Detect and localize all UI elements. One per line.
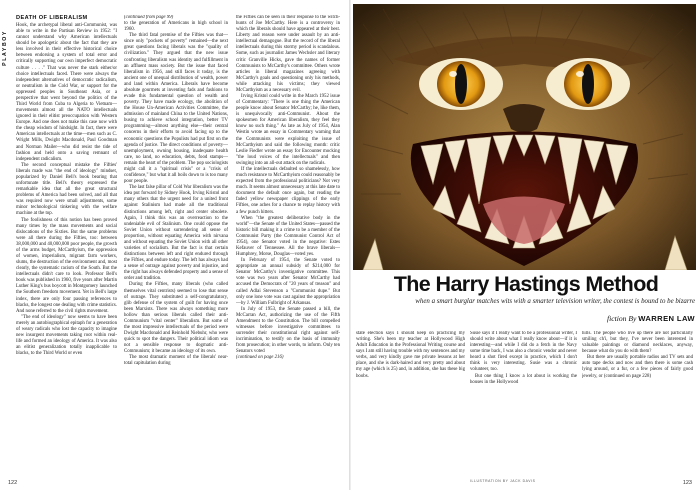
page-number-right: 123 [682, 480, 692, 486]
column-head: DEATH OF LIBERALISM [16, 15, 88, 21]
page-gutter [349, 0, 351, 490]
continued-on: (continued on page 216) [236, 355, 284, 361]
paragraph: During the Fifties, many liberals (who called themselves vital centrists) seemed to lose that sense of outrage. They substituted a self-congratulatory, glib defense of the system of guilt for having once been Marxists. There was always something more hollow than serious liberals called their anti-Communism "vital center" liberalism. But some of the most impressive intellectuals of the period were Dwight Macdonald and Reinhold Niebuhr, who were quick to spot the dangers. Their political idiom was not a sensible response to dogmatic anti-Communism; it became an ideology of its own. [124, 282, 228, 355]
illustration-monster-face [353, 4, 696, 270]
paragraph: Susie says if I really want to be a professional writer, I should write about what I really know about—if it is interesting—and while I did do a fetch in the Navy some time back, I was also a chronic vendor and never heard a shot fired except in practice, which I don't think is very interesting. Susie was a chronic volunteer, too. [470, 331, 577, 373]
paragraph: In July of 1953, the Senate passed a bill, the McCarran Act, authorizing the use of the Fifth Amendment to the Constitution. The bill compelled witnesses before investigative committees to surrender their constitutional right against self-incrimination, to testify on the basis of immunity from prosecution; in other words, to inform. Only ten Senators voted [236, 306, 340, 355]
paragraph: state election says I should keep on practicing my writing. She's been my teacher at Hollywood High Adult Education in the Professional Writing course and says I am still having trouble with my sentences and my verbs, and very kindly gave me private lessons at her place, and she is dark-haired and very pretty and about my age (which is 25) and, in addition, she has these big boobs. [356, 331, 465, 379]
left-eye [419, 58, 503, 110]
left-column-1 [16, 15, 117, 475]
right-column-1 [356, 331, 465, 477]
paragraph: to the generation of Americans in high school in 1960. [124, 21, 228, 33]
paragraph: In February of 1954, the Senate voted to appropriate an annual subsidy of $214,000 for Senator McCarthy's investigative committee. This vote was two years after Senator McCarthy had accused the Democrats of "20 years of treason" and called Adlai Stevenson a "Communist dupe." But only one lone vote was cast against the appropriation—by J. William Fulbright of Arkansas. [236, 258, 340, 306]
paragraph: Hook, the archetypal liberal anti-Communist, was able to write in the Partisan Review in 1952: "I cannot understand why American intellectuals should be apologetic about the fact that they are less involved in their effective historical choice between endorsing a system of total error and critically supporting our own imperfect democratic culture . . . ." That was never the stark either/or choice intellectuals faced. There were always the independent alternatives of democratic radicalism, or neutralism in the Cold War, or support for the oppressed peoples in Southeast Asia, or a perspective that went beyond the politics of the Third World from Cuba to Algeria to Vietnam—movements almost all the NATO intellectuals ignored in their elitist preoccupation with Western Europe. And one does not make this case now with the cheap wisdom of hindsight. In fact, there were American intellectuals at the time—men such as C. Wright Mills, Dwight Macdonald, Paul Goodman and Norman Mailer—who did resist the tide of fashion and held onto a saving remnant of independent radicalism. [16, 23, 117, 162]
paragraph: Irving Kristol could write in the March 1952 issue of Commentary: "There is one thing the American people know about Senator McCarthy; he, like them, is unequivocally anti-Communist. About the spokesmen for American liberalism, they feel they know no such thing." As late as July of 1954, Alan Westin wrote an essay in Commentary warning that the Communists were exploiting the issue of McCarthyism and said the following month: critic Leslie Fiedler wrote an essay for Encounter mocking "the loud voices of the intellectuals" and then swinging into an all-out attack on the radicals. [236, 94, 340, 166]
right-eye [546, 58, 630, 110]
right-column-3 [582, 331, 693, 477]
paragraph: The third fatal premise of the Fifties was that—since only "pockets of poverty" remained—the next great questions facing liberals was the "quality of civilization." They argued that the new issue confronting liberalism was identity and fulfillment in an affluent mass society. But the issue that faced liberalism in 1956, and still faces it today, is the ancient one of unequal distribution of wealth, power and land within America. Liberals have become absolute gourmets at inventing fads and fashions to evade this fundamental question of wealth and poverty. They have made ecology, the abolition of the House Un-American Activities Committee, the admission of mainland China to the United Nations, busing to achieve school integration, better TV programming—almost anything else—their central concerns in their efforts to avoid facing up to the economic questions the Populists had put first on the agenda of justice. The direct conditions of poverty—unemployment, owning housing, inadequate health care, no land, no education, debts, food stamps—remain the heart of the problem. The pop sociologists might call it a "spiritual crisis" or a "crisis of confidence," but what it all boils down to is too many poor people. [124, 33, 228, 185]
paragraph: The last false pillar of Cold War liberalism was the idea put forward by Sidney Hook, Irving Kristol and many others that the urgent need for a united front against Stalinism had made all the traditional distinctions among left, right and center obsolete. Again, I think this was an overreaction to the undeniable evil of Stalinism. One could oppose the Soviet Union without surrendering all sense of proportion, without equating America with nirvana and without equating the Soviet Union with all other varieties of socialism. But the fact is that certain distinctions between left and right endured through the Fifties, and endure today. The left has always had a sense of outrage against poverty and injustice, and the right has always defended property and a sense of order and tradition. [124, 185, 228, 282]
left-column-3 [236, 15, 340, 475]
story-headline: The Harry Hastings Method [393, 272, 659, 296]
byline [600, 314, 695, 323]
paragraph: The most dramatic moment of the liberals' near-total capitulation during [124, 355, 228, 367]
paragraph: When "the greatest deliberative body in the world"—the Senate of the United States—passed the historic bill making it a crime to be a member of the Communist Party (the Communist Control Act of 1954), one Senator voted in the negative: Estes Kefauver of Tennessee. All the brave liberals—Humphrey, Morse, Douglas—voted yes. [236, 215, 340, 258]
paragraph: The foolishness of this notion has been proved many times by the mass movements and social dislocations of the Sixties. But the same problems were all there during the Fifties, too: between 38,000,000 and 40,000,000 poor people, the growth of the arms budget, McCarthyism, the oppression of women, imperialism, migrant farm workers, slums, the destruction of the environment and, most clearly, the systematic racism of the South. But the intellectuals didn't care to look. Professor Bell's book was published in 1960, five years after Martin Luther King's bus boycott in Montgomery launched the Southern freedom movement. Yet in Bell's large index, there are only four passing references to blacks, the longest one dealing with crime statistics. And none referred to the civil rights movement. [16, 217, 117, 314]
paragraph: the Fifties can be seen in their response to the witch-hunts of Joe McCarthy. Here is a controversy in which the liberals should have appeared at their best. Liberty and reason were under assault by an anti-intellectual demagogue. But the record of the liberal intellectuals during this stormy period is scandalous. Some, such as journalist James Wechsler and literary critic Granville Hicks, gave the names of former Communists to McCarthy's committee. Others wrote articles in liberal magazines agreeing with McCarthy's goals and questioning only his methods, while attacking his victims; they viewed McCarthyism as a necessary evil. [236, 15, 340, 93]
paragraph: But one thing I know a lot about is working the houses in the Hollywood [470, 373, 577, 385]
byline-by: By [628, 314, 637, 323]
story-deck: when a smart burglar matches wits with a smarter television writer, the contest is bound to be bizarre [415, 298, 695, 305]
byline-prefix: fiction [607, 314, 627, 323]
author-name: WARREN LAW [638, 314, 695, 323]
page-number-left: 122 [8, 480, 18, 486]
paragraph: But there are usually portable radios and TV sets and auto tape decks and now and then there is some cash lying around, or a fur, or a few pieces of fairly good jewelry, or (continued on page 228) [582, 355, 693, 379]
right-column-2 [470, 331, 577, 477]
paragraph: If the intellectuals defaulted so shamelessly, how much resistance to McCarthyism could reasonably be expected from the professional politicians? Not very much. It seems almost unnecessary at this late date to document the default once again, but reading the faded yellow newspaper clippings of the early Fifties, one aches for a chance to replay history with a few punch hitters. [236, 166, 340, 215]
paragraph: "The end of ideology" now seems to have been merely an autobiographical epitaph for a generation of weary radicals who lost the capacity to imagine new insurgent movements taking root within real-life and formed an ideology of America. It was also an elitist generalization totally inapplicable to blacks, to the Third World or even [16, 314, 117, 357]
paragraph: The second conceptual mistake the Fifties' liberals made was "the end of ideology" mindset, popularized by Daniel Bell's book bearing that unfortunate title. Bell's theory expressed the remarkable idea that all the great structural problems of America had been solved, and all that was required now were small adjustments, some minor technological tinkering with the welfare machine at the top. [16, 162, 117, 217]
illustration-credit: ILLUSTRATION BY JACK DAVIS [470, 479, 536, 483]
monster-face-illustration [353, 4, 696, 270]
magazine-side-label: PLAYBOY [2, 30, 8, 66]
paragraph: hills. The people who live up there are not particularly smiling ch'i, but they, I've never been interested in valuable paintings or diamond necklaces, anyway, because what do you do with them? [582, 331, 693, 355]
continued-from: (continued from page 99) [124, 15, 174, 20]
left-column-2 [124, 15, 228, 475]
